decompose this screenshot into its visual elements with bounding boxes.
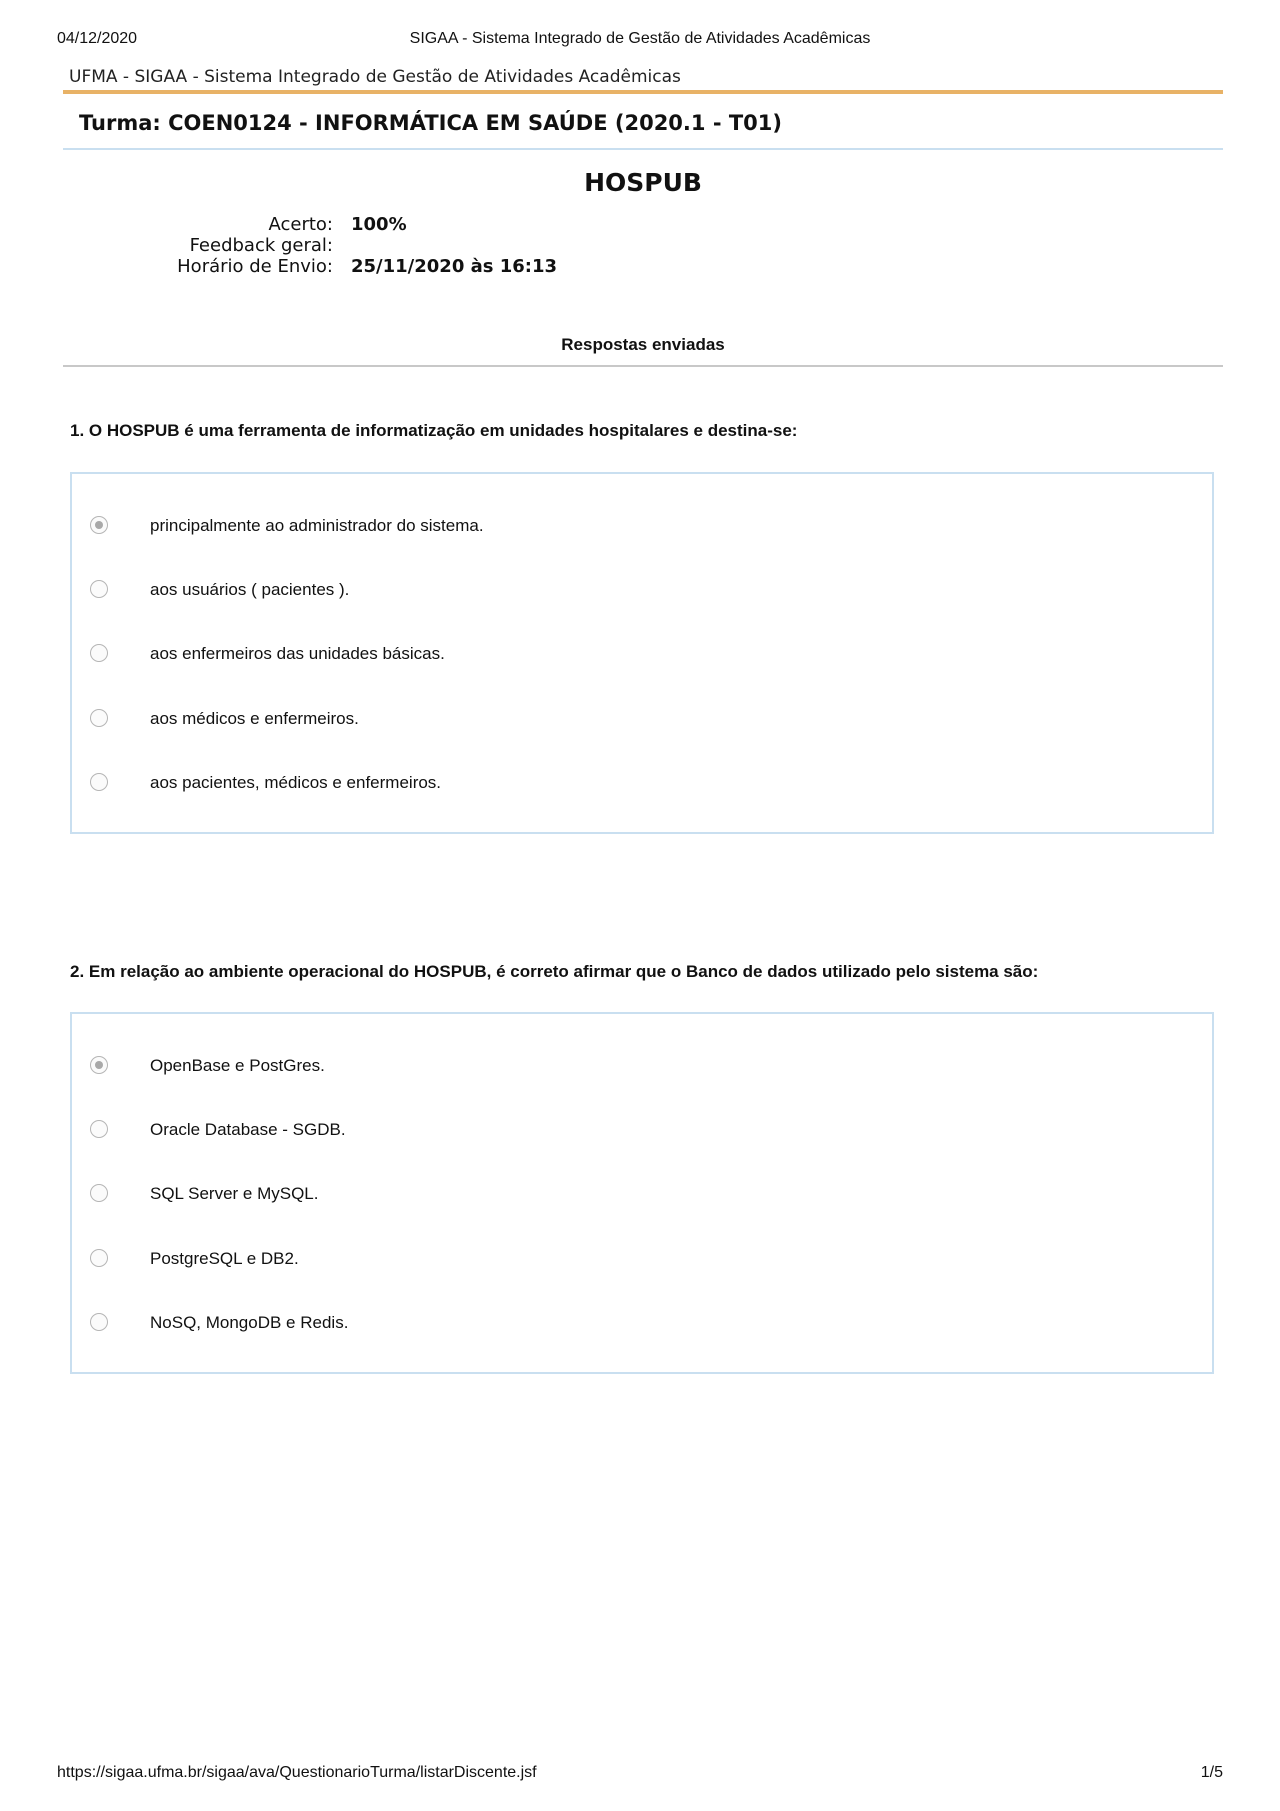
option-label: PostgreSQL e DB2. — [150, 1249, 299, 1268]
feedback-row — [100, 235, 557, 256]
feedback-label: Feedback geral: — [189, 235, 333, 256]
score-value: 100% — [351, 214, 407, 235]
sent-time-row — [100, 256, 557, 277]
option-label: SQL Server e MySQL. — [150, 1184, 319, 1203]
option-label: NoSQ, MongoDB e Redis. — [150, 1313, 349, 1332]
sent-time-label: Horário de Envio: — [177, 256, 333, 277]
question-1-option-5[interactable] — [72, 771, 1212, 801]
radio-icon[interactable] — [90, 709, 108, 727]
question-2-options — [70, 1012, 1214, 1374]
question-2-option-4[interactable] — [72, 1247, 1212, 1277]
radio-icon[interactable] — [90, 1184, 108, 1202]
option-label: Oracle Database - SGDB. — [150, 1120, 346, 1139]
radio-selected-icon[interactable] — [90, 1056, 108, 1074]
option-label: aos pacientes, médicos e enfermeiros. — [150, 773, 442, 792]
radio-icon[interactable] — [90, 773, 108, 791]
system-bar-label: UFMA - SIGAA - Sistema Integrado de Gestão de Atividades Acadêmicas — [69, 67, 681, 87]
system-bar — [63, 64, 1223, 94]
radio-icon[interactable] — [90, 1120, 108, 1138]
question-2-option-1[interactable] — [72, 1054, 1212, 1084]
course-title: Turma: COEN0124 - INFORMÁTICA EM SAÚDE (2020.1 - T01) — [63, 106, 1223, 150]
radio-icon[interactable] — [90, 644, 108, 662]
print-header — [57, 30, 1223, 54]
print-page-title: SIGAA - Sistema Integrado de Gestão de Atividades Acadêmicas — [409, 30, 871, 47]
score-row — [100, 214, 557, 235]
quiz-title: HOSPUB — [584, 168, 702, 197]
question-2-text: 2. Em relação ao ambiente operacional do HOSPUB, é correto afirmar que o Banco de dados utilizado pelo sistema são: — [70, 962, 1039, 981]
option-label: aos usuários ( pacientes ). — [150, 580, 350, 599]
feedback-value — [351, 235, 557, 256]
radio-selected-icon[interactable] — [90, 516, 108, 534]
question-1-option-2[interactable] — [72, 578, 1212, 608]
question-1-option-4[interactable] — [72, 707, 1212, 737]
question-1-option-1[interactable] — [72, 514, 1212, 544]
radio-icon[interactable] — [90, 1249, 108, 1267]
option-label: aos enfermeiros das unidades básicas. — [150, 644, 445, 663]
quiz-info — [100, 214, 557, 277]
print-url: https://sigaa.ufma.br/sigaa/ava/QuestionarioTurma/listarDiscente.jsf — [57, 1764, 537, 1781]
sent-time-value: 25/11/2020 às 16:13 — [351, 256, 558, 277]
question-1-text: 1. O HOSPUB é uma ferramenta de informatização em unidades hospitalares e destina-se: — [70, 421, 798, 440]
answers-heading: Respostas enviadas — [63, 335, 1223, 367]
score-label: Acerto: — [268, 214, 333, 235]
question-1-option-3[interactable] — [72, 642, 1212, 672]
question-1-options — [70, 472, 1214, 834]
print-page-number: 1/5 — [1200, 1764, 1223, 1781]
option-label: aos médicos e enfermeiros. — [150, 709, 359, 728]
option-label: principalmente ao administrador do sistema. — [150, 516, 484, 535]
option-label: OpenBase e PostGres. — [150, 1056, 325, 1075]
radio-icon[interactable] — [90, 1313, 108, 1331]
question-2-option-3[interactable] — [72, 1182, 1212, 1212]
question-2-option-2[interactable] — [72, 1118, 1212, 1148]
radio-icon[interactable] — [90, 580, 108, 598]
question-2-option-5[interactable] — [72, 1311, 1212, 1341]
print-date: 04/12/2020 — [57, 30, 138, 47]
